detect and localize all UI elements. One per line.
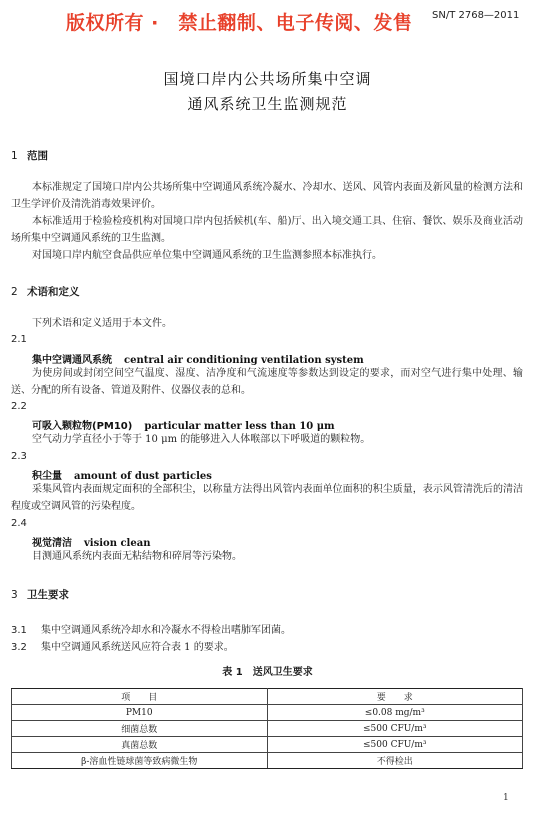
standard-number: SN/T 2768—2011	[432, 10, 520, 21]
section1-paragraph-3: 对国境口岸内航空食品供应单位集中空调通风系统的卫生监测参照本标准执行。	[32, 250, 382, 261]
term-en: particular matter less than 10 μm	[144, 421, 335, 432]
requirement-item	[11, 621, 291, 636]
table-header-item: 项 目	[12, 689, 268, 705]
section1-paragraph-2: 本标准适用于检验检疫机构对国境口岸内包括候机(车、船)厅、出入境交通工具、住宿、餐饮、娱乐及商业活动场所集中空调通风系统的卫生监测。	[11, 216, 523, 244]
requirement-number: 3.2	[11, 642, 27, 653]
copyright-watermark: 版权所有 · 禁止翻制、电子传阅、发售	[66, 12, 413, 34]
term-zh: 积尘量	[32, 471, 62, 482]
table-row	[12, 753, 523, 769]
clause-number: 2.4	[11, 518, 27, 529]
section2-title: 术语和定义	[27, 286, 80, 298]
table-row	[12, 737, 523, 753]
term-zh: 可吸入颗粒物(PM10)	[32, 421, 133, 432]
term-definition: 目测通风系统内表面无粘结物和碎屑等污染物。	[32, 551, 242, 562]
section2-heading	[11, 284, 80, 299]
requirements-table	[11, 688, 523, 769]
term-heading	[32, 351, 364, 366]
requirement-text: 集中空调通风系统送风应符合表 1 的要求。	[41, 642, 234, 653]
table-caption: 表 1 送风卫生要求	[222, 667, 313, 678]
term-definition: 采集风管内表面规定面积的全部积尘，以称量方法得出风管内表面单位面积的积尘质量，表示风管清洗后的清洁程度或空调风管的污染程度。	[11, 484, 523, 512]
section3-title: 卫生要求	[27, 589, 69, 601]
table-cell-requirement: ≤500 CFU/m³	[267, 737, 523, 753]
table-row	[12, 705, 523, 721]
term-en: central air conditioning ventilation system	[124, 355, 364, 366]
table-cell-requirement: 不得检出	[267, 753, 523, 769]
table-header-row	[12, 689, 523, 705]
term-heading	[32, 417, 335, 432]
section2-intro: 下列术语和定义适用于本文件。	[32, 318, 172, 329]
section1-paragraph-1: 本标准规定了国境口岸内公共场所集中空调通风系统冷凝水、冷却水、送风、风管内表面及新风量的检测方法和卫生学评价及清洗消毒效果评价。	[11, 182, 523, 210]
table-header-requirement: 要 求	[267, 689, 523, 705]
clause-number: 2.1	[11, 334, 27, 345]
term-definition: 空气动力学直径小于等于 10 μm 的能够进入人体喉部以下呼吸道的颗粒物。	[32, 434, 371, 445]
section2-number: 2	[11, 286, 18, 298]
term-heading	[32, 467, 212, 482]
document-title-line1: 国境口岸内公共场所集中空调	[163, 70, 372, 88]
section1-number: 1	[11, 150, 18, 162]
term-en: amount of dust particles	[74, 471, 212, 482]
table-row	[12, 721, 523, 737]
term-zh: 集中空调通风系统	[32, 355, 112, 366]
section3-number: 3	[11, 589, 18, 601]
section3-heading	[11, 587, 69, 602]
clause-number: 2.3	[11, 451, 27, 462]
term-en: vision clean	[84, 538, 151, 549]
table-cell-requirement: ≤0.08 mg/m³	[267, 705, 523, 721]
clause-number: 2.2	[11, 401, 27, 412]
table-cell-item: PM10	[12, 705, 268, 721]
term-heading	[32, 534, 150, 549]
section1-heading	[11, 148, 48, 163]
term-zh: 视觉清洁	[32, 538, 72, 549]
requirement-number: 3.1	[11, 625, 27, 636]
section1-title: 范围	[27, 150, 48, 162]
table-cell-requirement: ≤500 CFU/m³	[267, 721, 523, 737]
table-cell-item: 真菌总数	[12, 737, 268, 753]
requirement-text: 集中空调通风系统冷却水和冷凝水不得检出嗜肺军团菌。	[41, 625, 291, 636]
term-definition: 为使房间或封闭空间空气温度、湿度、洁净度和气流速度等参数达到设定的要求，而对空气进行集中处理、输送、分配的所有设备、管道及附件、仪器仪表的总和。	[11, 368, 523, 396]
table-cell-item: β-溶血性链球菌等致病微生物	[12, 753, 268, 769]
requirement-item	[11, 638, 234, 653]
document-title-line2: 通风系统卫生监测规范	[187, 95, 348, 113]
table-cell-item: 细菌总数	[12, 721, 268, 737]
page-number: 1	[503, 793, 509, 803]
